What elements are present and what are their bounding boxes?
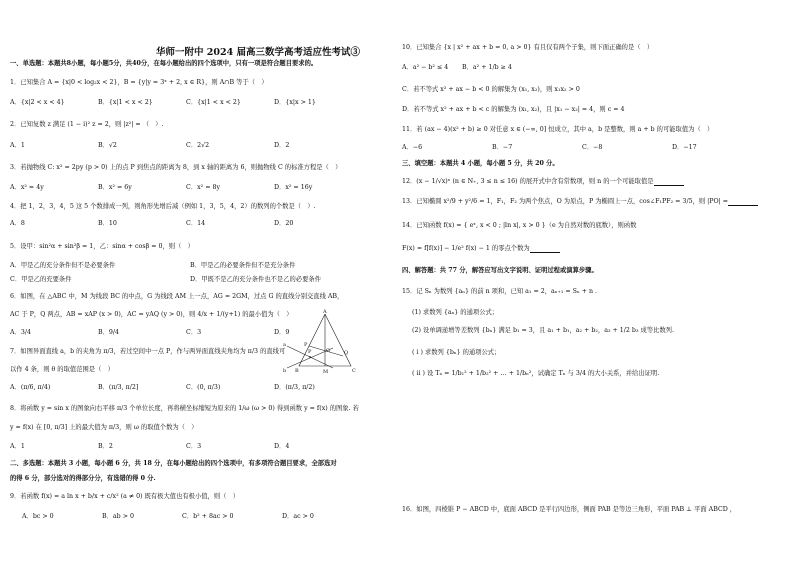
- question-9: 9．若函数 f(x) = a ln x + b/x + c/x² (a ≠ 0) 既有极大值也有极小值，则（ ）: [10, 493, 240, 500]
- option-d: D．9: [274, 329, 290, 336]
- option-d: D．−17: [672, 144, 697, 151]
- point-p: [309, 356, 311, 358]
- label-b-line: b: [283, 368, 287, 374]
- option-c: C．3: [186, 443, 202, 450]
- question-6-options: [10, 329, 289, 337]
- option-a: A．x² = 4y: [10, 184, 44, 191]
- option-b: B．{x|1 < x < 2}: [98, 99, 153, 106]
- question-10-options-ab: [402, 64, 512, 72]
- option-c: C．2√2: [186, 142, 210, 149]
- label-p: P: [304, 342, 308, 348]
- question-5: 5．设甲：sin²α + sin²β = 1，乙：sinα + cosβ = 0，则（ ）: [10, 243, 194, 250]
- question-3: 3．若抛物线 C: x² = 2py (p > 0) 上的点 P 到焦点的距离为 8，到 x 轴的距离为 6，则抛物线 C 的标准方程是（ ）: [10, 164, 342, 171]
- option-c: C．甲是乙的充要条件: [10, 276, 72, 283]
- label-b: B: [295, 368, 299, 374]
- option-a: A．(π/6, π/4): [10, 384, 51, 391]
- option-d: D．(π/3, π/2): [274, 384, 315, 391]
- section-single-choice: 一、单选题：本题共8小题，每小题5分，共40分，在每小题给出的四个选项中，只有一项是符合题目要求的。: [10, 60, 318, 67]
- question-8-options: [10, 443, 289, 451]
- option-a: A．甲是乙的充分条件但不是必要条件: [10, 262, 116, 269]
- question-15-part1: (1) 求数列 {aₙ} 的通项公式；: [412, 309, 499, 316]
- answer-blank: [654, 179, 684, 186]
- question-8-line1: 8．将函数 y = sin x 的图象向右平移 π/3 个单位长度，再将横坐标缩短为原来的 1/ω (ω > 0) 得到函数 y = f(x) 的图象. 若: [10, 405, 359, 412]
- section-fill-blank: 三、填空题：本题共 4 小题，每小题 5 分，共 20 分。: [402, 160, 559, 167]
- option-c: C．14: [186, 220, 206, 227]
- answer-blank: [728, 199, 758, 206]
- question-11: 11．若 (ax − 4)(x² + b) ≥ 0 对任意 x ∈ (−∞, 0] 恒成立，其中 a，b 是整数，则 a + b 的可能取值为（ ）: [402, 126, 714, 133]
- section-multi-choice: 二、多选题：本题共 3 小题，每小题 6 分，共 18 分，在每小题给出的四个选项中，有多项符合题目要求，全部选对: [10, 460, 337, 467]
- option-b: B．ab > 0: [102, 513, 134, 520]
- option-d: D．2: [274, 142, 290, 149]
- question-4: 4．把 1，2，3，4，5 这 5 个数排成一列，则角形先增后减（例如 1，3，5，4，2）的数列的个数是（ ）.: [10, 203, 316, 210]
- option-b: B．甲是乙的必要条件但不是充分条件: [190, 262, 296, 269]
- option-b: B．a² + 1/b ≥ 4: [462, 64, 512, 71]
- option-d: D．x² = 16y: [274, 184, 313, 191]
- question-4-options: [10, 220, 293, 228]
- option-a: A．bc > 0: [22, 513, 54, 520]
- option-a: A．1: [10, 443, 25, 450]
- question-1: 1．已知集合 A = {x|0 < log₂x < 2}，B = {y|y = 3ˣ + 2, x ∈ R}，则 A∩B 等于（ ）: [10, 79, 268, 86]
- question-15: 15．记 Sₙ 为数列 {aₙ} 的前 n 项和，已知 a₁ = 2，aₙ₊₁ = Sₙ + n .: [402, 288, 598, 295]
- option-b: B．−7: [492, 144, 513, 151]
- question-13: [402, 198, 758, 206]
- question-15-part2: (2) 设单调递增等差数列 {bₙ} 满足 b₁ = 3，且 a₁ + b₁，a₂ + b₂，a₃ + 1/2 b₃ 成等比数列.: [412, 327, 674, 334]
- option-d: D．{x|x > 1}: [274, 99, 316, 106]
- option-d: D．20: [274, 220, 294, 227]
- option-c: C．{x|1 < x < 2}: [186, 99, 241, 106]
- option-c: C．若不等式 x² + ax − b < 0 的解集为 (x₁, x₂)，则 x₁x₂ > 0: [402, 86, 580, 93]
- answer-blank: [530, 246, 560, 253]
- option-b: B．9/4: [98, 329, 120, 336]
- label-p-point: P: [308, 349, 312, 355]
- option-b: B．√2: [98, 142, 117, 149]
- question-5-options-row1: [10, 262, 295, 270]
- question-12-text: 12．(x − 1/√x)ⁿ (n ∈ N₊, 3 ≤ n ≤ 16) 的展开式中含有常数项，则 n 的一个可能取值是: [402, 178, 654, 185]
- label-m: M: [323, 369, 329, 374]
- option-b: B．(π/3, π/2]: [98, 384, 139, 391]
- question-14-line2: [402, 245, 560, 253]
- option-d: D．ac > 0: [282, 513, 314, 520]
- section-multi-choice-note: 的得 6 分，部分选对的得部分分，有选错的得 0 分.: [10, 475, 156, 482]
- question-13-text: 13．已知椭圆 x²/9 + y²/6 = 1，F₁，F₂ 为两个焦点，O 为原点，P 为椭圆上一点，cos∠F₁PF₂ = 3/5，则 |PO| =: [402, 198, 729, 205]
- question-14-text: F(x) = f[f(x)] − 1/e² f(x) − 1 的零点个数为: [402, 245, 530, 252]
- question-11-options: [402, 144, 697, 152]
- question-2: 2．已知复数 z 满足 (1 − i)² z = 2，则 |z²| = （ ）.: [10, 121, 164, 128]
- option-c: C．(0, π/3): [186, 384, 221, 391]
- option-c: C．−8: [582, 144, 603, 151]
- question-16: 16．如图，四棱锥 P − ABCD 中，底面 ABCD 是平行四边形，侧面 PAB 是等边三角形，平面 PAB ⊥ 平面 ABCD ，: [402, 506, 737, 513]
- option-c: C．x² = 8y: [186, 184, 221, 191]
- option-d: D．4: [274, 443, 290, 450]
- question-1-options: [10, 99, 316, 107]
- label-a-line: a: [283, 342, 286, 348]
- question-5-options-row2: [10, 276, 321, 284]
- question-7-options: [10, 384, 315, 392]
- option-d: D．若不等式 x² + ax + b < c 的解集为 (x₁, x₂)，且 |x₁ − x₂| = 4，则 c = 4: [402, 106, 625, 113]
- question-7-line1: 7．如图异面直线 a，b 的夹角为 π/3，若过空间中一点 P，作与两异面直线夹角均为 π/3 的直线可: [10, 348, 286, 355]
- question-6-line2: AC 于 P，Q 两点，AB = xAP (x > 0)，AC = yAQ (y > 0)，则 4/x + 1/(y+1) 的最小值为（ ）: [10, 311, 293, 318]
- question-7-line2: 以作 4 条，则 θ 的取值范围是（ ）: [10, 366, 114, 373]
- exam-title: 华师一附中 2024 届高三数学高考适应性考试③: [155, 47, 361, 58]
- question-2-options: [10, 142, 289, 150]
- question-3-options: [10, 184, 312, 192]
- question-9-options: [22, 513, 314, 521]
- question-12: [402, 178, 684, 186]
- option-a: A．a² − b² ≤ 4: [402, 64, 449, 71]
- question-15-part2-ii: ( ii ) 设 Tₙ = 1/b₁² + 1/b₂² + … + 1/bₙ²，试确定 Tₙ 与 3/4 的大小关系，并给出证明.: [412, 370, 660, 377]
- option-d: D．甲既不是乙的充分条件也不是乙的必要条件: [190, 276, 321, 283]
- option-a: A．8: [10, 220, 25, 227]
- option-c: C．b² + 8ac > 0: [182, 513, 234, 520]
- skew-lines-figure: [283, 340, 337, 374]
- question-15-part2-i: ( i ) 求数列 {bₙ} 的通项公式；: [412, 349, 501, 356]
- label-q: Q: [344, 350, 349, 356]
- option-b: B．x² = 6y: [98, 184, 132, 191]
- option-a: A．−6: [402, 144, 423, 151]
- option-b: B．10: [98, 220, 117, 227]
- option-c: C．3: [186, 329, 202, 336]
- question-6-line1: 6．如图，在 △ABC 中，M 为线段 BC 的中点，G 为线段 AM 上一点，AG = 2GM，过点 G 的直线分别交直线 AB，: [10, 293, 344, 300]
- label-g: G: [326, 348, 330, 354]
- option-a: A．3/4: [10, 329, 31, 336]
- label-a: A: [323, 309, 327, 315]
- question-10: 10．已知集合 {x | x² + ax + b = 0, a > 0} 有且仅有两个子集，则下面正确的是（ ）: [402, 44, 654, 51]
- label-c: C: [352, 368, 356, 374]
- option-a: A．1: [10, 142, 25, 149]
- section-answer: 四、解答题：共 77 分，解答应写出文字说明、证明过程或演算步骤。: [402, 267, 598, 274]
- question-14-line1: 14．已知函数 f(x) = { eˣ, x < 0 ; |ln x|, x > 0 }（e 为自然对数的底数），则函数: [402, 222, 637, 229]
- option-a: A．{x|2 < x < 4}: [10, 99, 65, 106]
- option-b: B．2: [98, 443, 113, 450]
- question-8-line2: y = f(x) 在 [0, π/3] 上的最大值为 π/3，则 ω 的取值个数为（ ）: [10, 424, 198, 431]
